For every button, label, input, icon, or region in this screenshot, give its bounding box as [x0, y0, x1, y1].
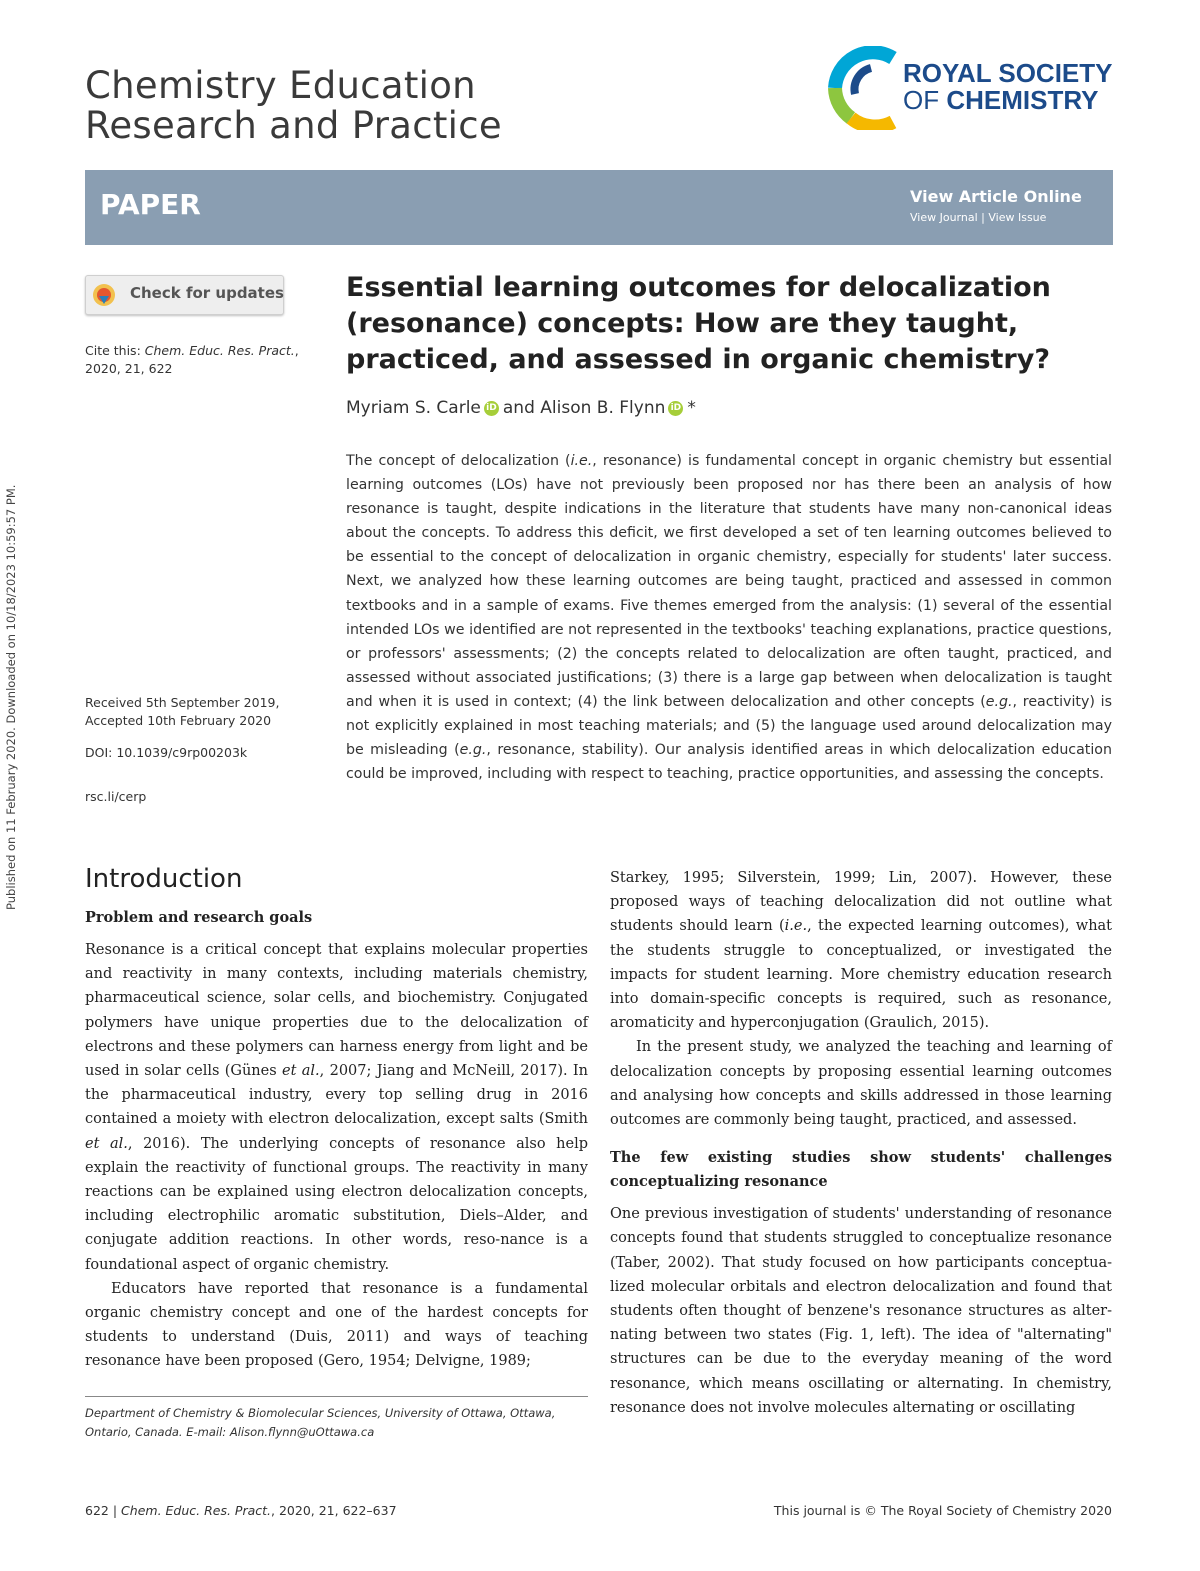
introduction-heading: Introduction — [85, 864, 243, 894]
cite-ref: 2020, 21, 622 — [85, 361, 173, 376]
journal-title-line2: Research and Practice — [85, 104, 502, 147]
body-text: Starkey, 1995; Silverstein, 1999; Lin, 2007). However, these proposed ways of teaching delocalization did not outline what students should learn ( — [610, 870, 1112, 935]
accepted-date: Accepted 10th February 2020 — [85, 713, 272, 728]
body-column-left — [85, 938, 588, 1374]
copyright-notice: This journal is © The Royal Society of Chemistry 2020 — [773, 1503, 1112, 1518]
rsc-wordmark-line1: ROYAL SOCIETY — [903, 58, 1113, 88]
dates — [85, 694, 279, 730]
rsc-logo-arc-navy — [854, 68, 871, 94]
cite-label: Cite this: — [85, 343, 141, 358]
body-text: , 2007; Jiang and McNeill, 2017). In the pharmaceutical industry, every top selling drug in 2016 contained a moiety with electron delocalization, except salts (Smith — [85, 1063, 588, 1128]
body-paragraph: One previous investigation of students' understanding of resonance concepts found that students struggled to conceptualize resonance (Taber, 2002). That study focused on how participants conceptua-lized molecular orbitals and electron delocalization and found that students often thought of benzene's resonance structures as alter-nating between two states (Fig. 1, left). The idea of "alternating" structures can be due to the everyday meaning of the word resonance, which means oscillating or alternating. In chemistry, resonance does not involve molecules alternating or oscillating — [610, 1206, 1112, 1416]
body-text: , 2016). The underlying concepts of resonance also help explain the reactivity of functional groups. The reactivity in many reactions can be explained using electron delocalization concepts, including electrophilic aromatic substitution, Diels–Alder, and conjugate addition reactions. In other words, reso-nance is a foundational aspect of organic chemistry. — [85, 1135, 588, 1273]
doi[interactable]: DOI: 10.1039/c9rp00203k — [85, 745, 248, 760]
article-type-label: PAPER — [100, 188, 201, 221]
et-al: et al. — [282, 1063, 320, 1080]
abstract-text: , reactivity) is not explicitly explained in most teaching materials; and (5) the language used around delocalization may be misleading ( — [346, 693, 1113, 759]
view-issue-link[interactable]: View Issue — [988, 211, 1047, 224]
abstract-ie: i.e. — [570, 453, 593, 469]
rsc-logo-arc-yellow — [851, 118, 893, 127]
band-links — [910, 211, 1046, 224]
body-paragraph — [85, 938, 588, 1277]
journal-title-line1: Chemistry Education — [85, 64, 476, 107]
affiliation-footnote: Department of Chemistry & Biomolecular Sciences, University of Ottawa, Ottawa, Ontario, Canada. E-mail: Alison.flynn@uOttawa.ca — [85, 1406, 556, 1439]
body-column-right — [610, 866, 1112, 1420]
rsc-logo-arc-green — [835, 88, 851, 118]
abstract-text: The concept of delocalization ( — [346, 453, 571, 469]
download-note — [4, 425, 24, 910]
footnote-divider — [85, 1396, 588, 1397]
view-article-online-link[interactable]: View Article Online — [910, 187, 1082, 206]
footer-journal: Chem. Educ. Res. Pract. — [121, 1503, 272, 1518]
footer-separator: | — [112, 1503, 118, 1518]
view-journal-link[interactable]: View Journal — [910, 211, 978, 224]
abstract — [346, 449, 1112, 786]
author-1: Myriam S. Carle — [346, 398, 481, 418]
rsc-journal-link[interactable]: rsc.li/cerp — [85, 789, 147, 804]
cite-this: Cite this: Chem. Educ. Res. Pract., 2020, 21, 622 — [85, 343, 299, 376]
author-2: Alison B. Flynn — [540, 398, 666, 418]
rsc-wordmark-chemistry: CHEMISTRY — [946, 85, 1099, 115]
page-footer-left — [85, 1503, 397, 1518]
article-title: Essential learning outcomes for delocalization (resonance) concepts: How are they taught, practiced, and assessed in organic chemistry? — [346, 272, 1051, 375]
download-note-text: Published on 11 February 2020. Downloaded on 10/18/2023 10:59:57 PM. — [4, 484, 18, 910]
band-separator: | — [981, 211, 985, 224]
abstract-text: , resonance, stability). Our analysis identified areas in which delocalization education could be improved, including with respect to teaching, practice opportunities, and assessing the concepts. — [346, 742, 1112, 783]
body-text: Resonance is a critical concept that explains molecular properties and reactivity in many contexts, including materials chemistry, pharmaceutical science, solar cells, and biochemistry. Conjugated polymers have unique properties due to the delocalization of electrons and these polymers can harness energy from light and be used in solar cells (Günes — [85, 942, 588, 1080]
ie: i.e. — [784, 918, 808, 935]
body-text: , the expected learning outcomes), what the students struggle to conceptualized, or investigated the impacts for student learning. More chemistry education research into domain-specific concepts is required, such as resonance, aromaticity and hyperconjugation (Graulich, 2015). — [610, 918, 1113, 1032]
abstract-eg: e.g. — [459, 742, 487, 759]
corresponding-star: * — [687, 398, 696, 418]
page-number: 622 — [85, 1503, 109, 1518]
body-paragraph: In the present study, we analyzed the teaching and learning of delocalization concepts by proposing essential learning outcomes and analysing how concepts and skills addressed in those learning outcomes are commonly being taught, practiced, and assessed. — [610, 1039, 1112, 1129]
authors — [346, 398, 696, 418]
orcid-icon[interactable]: iD — [668, 401, 683, 416]
orcid-icon[interactable]: iD — [484, 401, 499, 416]
abstract-eg: e.g. — [985, 693, 1013, 710]
received-date: Received 5th September 2019, — [85, 695, 280, 710]
journal-title — [85, 66, 502, 146]
footer-ref: , 2020, 21, 622–637 — [271, 1503, 397, 1518]
body-paragraph — [610, 866, 1112, 1035]
body-paragraph: Educators have reported that resonance is a fundamental organic chemistry concept and one of the hardest concepts for students to understand (Duis, 2011) and ways of teaching resonance have been proposed (Gero, 1954; Delvigne, 1989; — [85, 1280, 588, 1370]
article-type-band — [85, 170, 1113, 245]
check-updates-icon — [92, 283, 116, 307]
rsc-wordmark-of: OF — [903, 85, 940, 115]
cite-journal: Chem. Educ. Res. Pract. — [144, 343, 295, 358]
rsc-wordmark — [903, 60, 1113, 114]
section-subheading: The few existing studies show students' challenges conceptualizing resonance — [610, 1149, 1112, 1191]
rsc-wordmark-line2 — [903, 86, 1113, 114]
abstract-text: , resonance) is fundamental concept in organic chemistry but essential learning outcomes (LOs) have not previously been proposed nor has there been an analysis of how resonance is taught, despite indications in the literature that students have many non-canonical ideas about the concepts. To address this deficit, we first developed a set of ten learning outcomes believed to be essential to the concept of delocalization in organic chemistry, especially for students' later success. Next, we analyzed how these learning outcomes are being taught, practiced and assessed in common textbooks and in a sample of exams. Five themes emerged from the analysis: (1) several of the essential intended LOs we identified are not represented in the textbooks' teaching explanations, practice questions, or professors' assessments; (2) the concepts related to delocalization are often taught, practiced, and assessed without associated justifications; (3) there is a large gap between when delocalization is taught and when it is used in context; (4) the link between delocalization and other concepts ( — [346, 453, 1112, 710]
check-for-updates-label: Check for updates — [130, 284, 284, 302]
et-al: et al. — [85, 1135, 128, 1152]
section-subheading: Problem and research goals — [85, 909, 313, 926]
author-and: and — [502, 398, 535, 418]
